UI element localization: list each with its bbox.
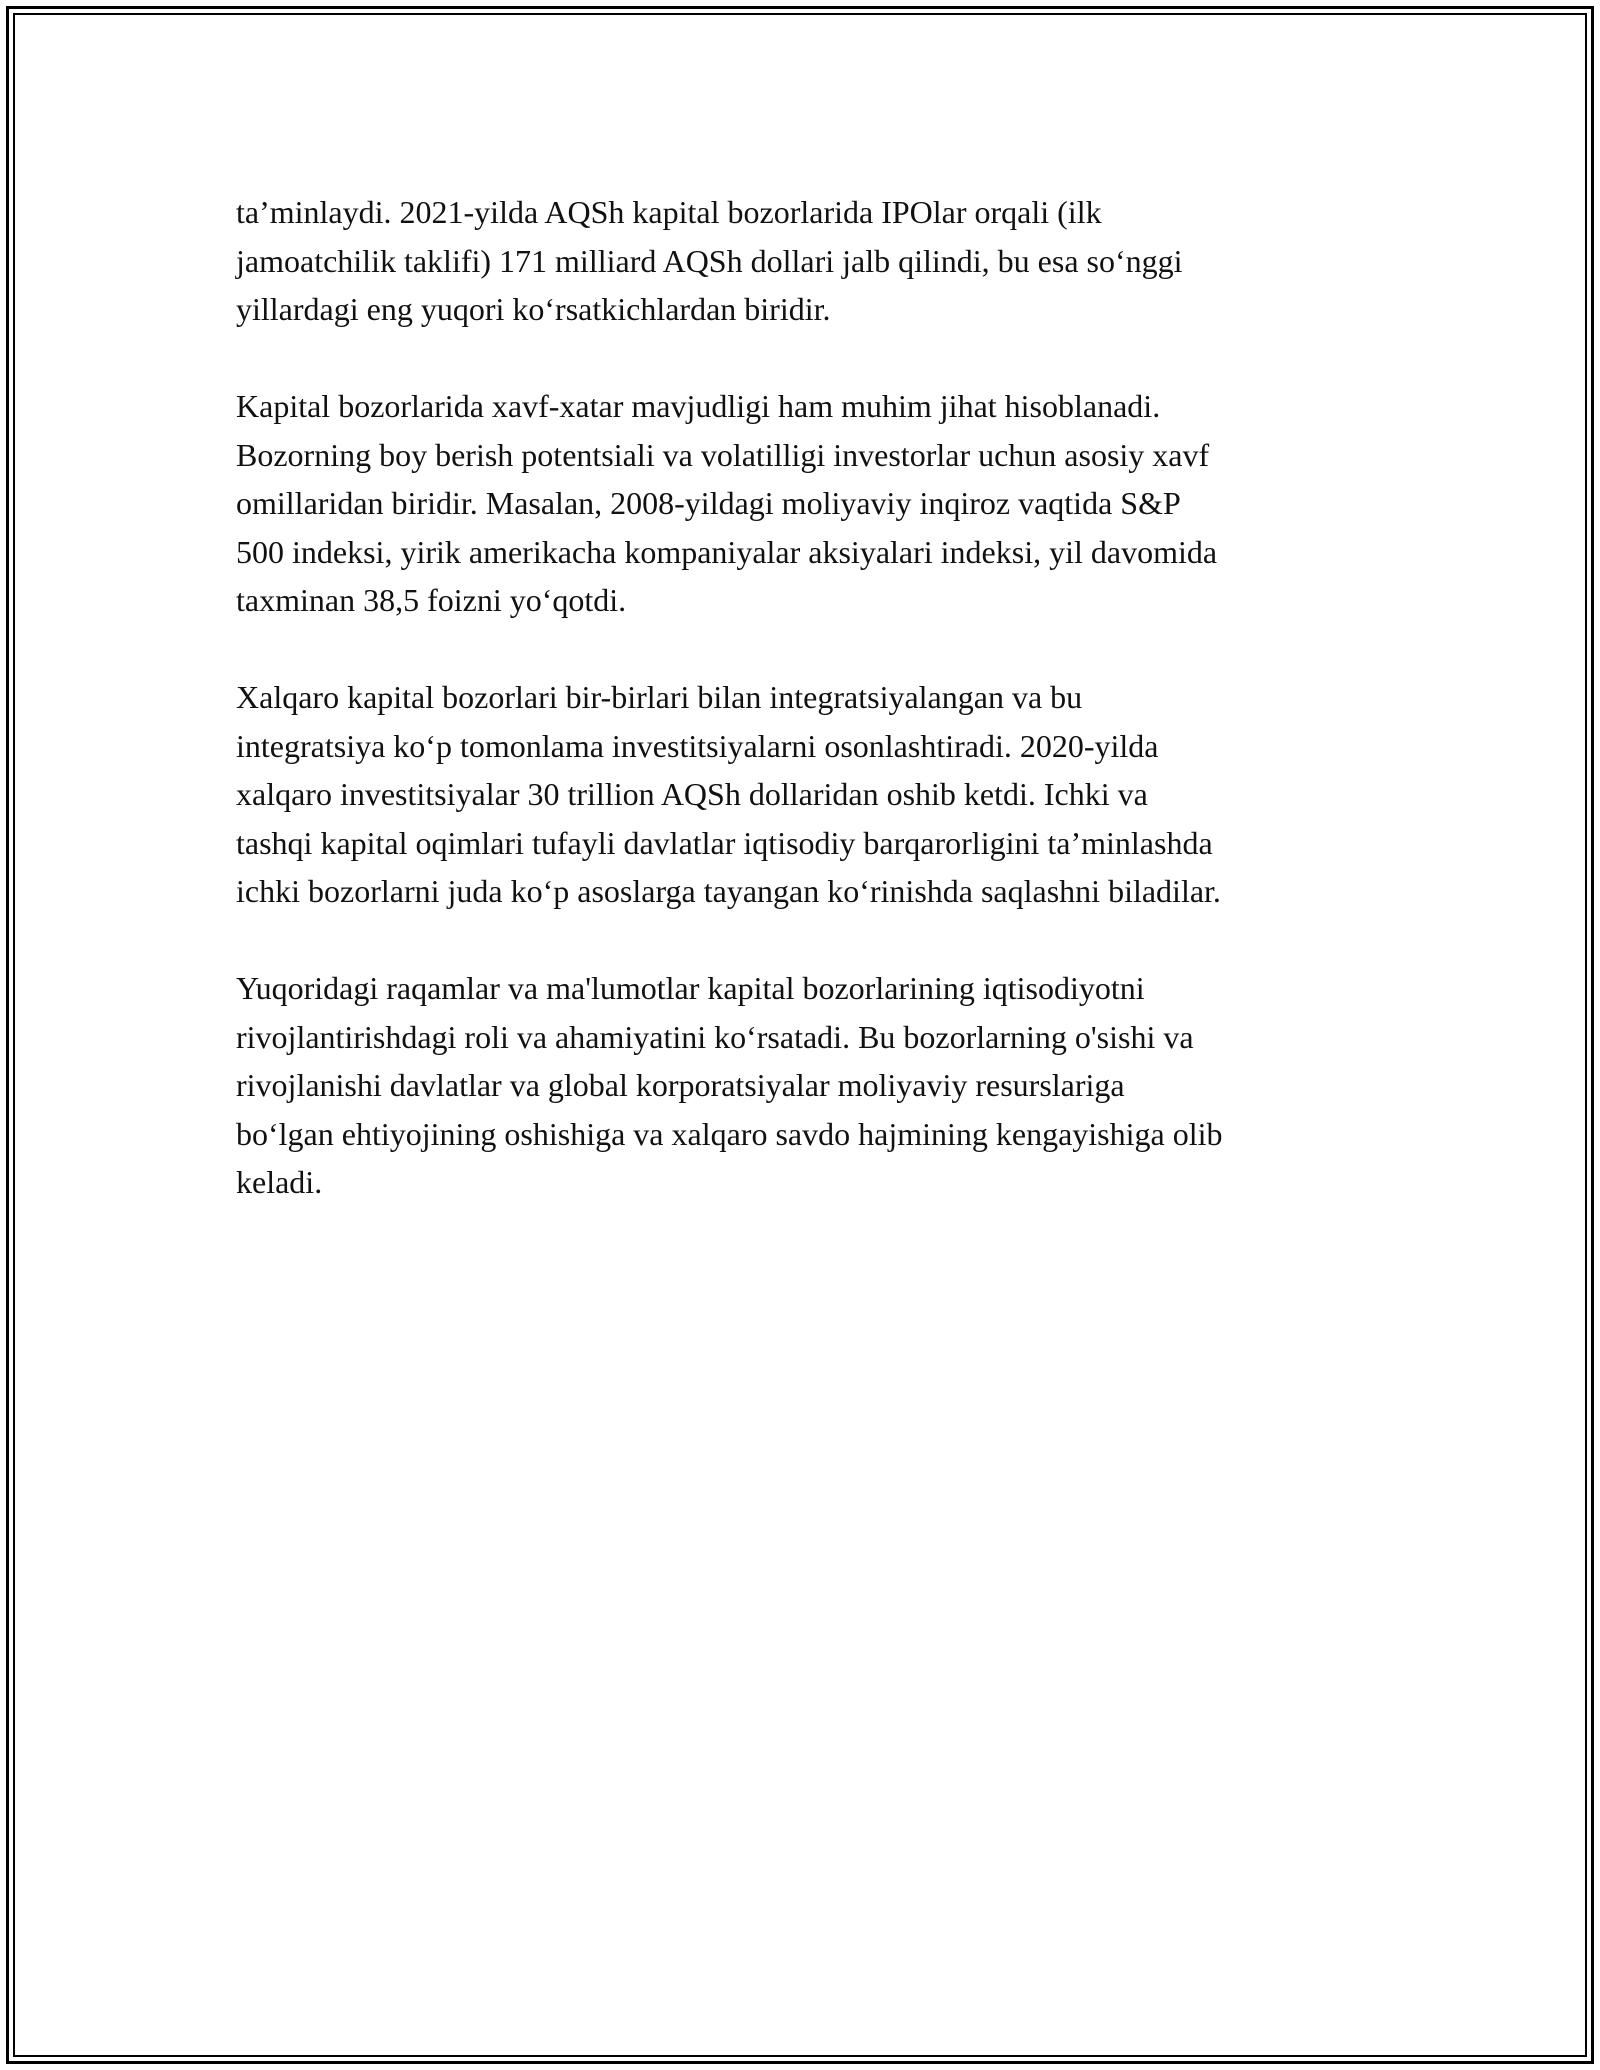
text-line: ichki bozorlarni juda ko‘p asoslarga tayangan ko‘rinishda saqlashni biladilar. xyxy=(236,873,1221,909)
text-line: omillaridan biridir. Masalan, 2008-yildagi moliyaviy inqiroz vaqtida S&P xyxy=(236,485,1181,521)
text-line: xalqaro investitsiyalar 30 trillion AQSh dollaridan oshib ketdi. Ichki va xyxy=(236,776,1148,812)
text-line: 500 indeksi, yirik amerikacha kompaniyalar aksiyalari indeksi, yil davomida xyxy=(236,533,1218,570)
text-line: Yuqoridagi raqamlar va ma'lumotlar kapital bozorlarining iqtisodiyotni xyxy=(236,970,1145,1006)
paragraph-3 xyxy=(236,673,1386,916)
text-line: jamoatchilik taklifi) 171 milliard AQSh dollari jalb qilindi, bu esa so‘nggi xyxy=(236,242,1183,279)
paragraph-1 xyxy=(236,188,1386,334)
text-line: tashqi kapital oqimlari tufayli davlatlar iqtisodiy barqarorligini ta’minlashda xyxy=(236,824,1213,861)
text-line: bo‘lgan ehtiyojining oshishiga va xalqaro savdo hajmining kengayishiga olib xyxy=(236,1115,1223,1152)
text-line: taxminan 38,5 foizni yo‘qotdi. xyxy=(236,582,627,618)
text-line: integratsiya ko‘p tomonlama investitsiyalarni osonlashtiradi. 2020-yilda xyxy=(236,727,1159,764)
paragraph-4 xyxy=(236,964,1386,1207)
text-line: Bozorning boy berish potentsiali va volatilligi investorlar uchun asosiy xavf xyxy=(236,436,1210,473)
text-line: Kapital bozorlarida xavf-xatar mavjudligi ham muhim jihat hisoblanadi. xyxy=(236,388,1161,424)
text-line: ta’minlaydi. 2021-yilda AQSh kapital bozorlarida IPOlar orqali (ilk xyxy=(236,194,1102,230)
text-line: Xalqaro kapital bozorlari bir-birlari bilan integratsiyalangan va bu xyxy=(236,679,1083,715)
text-line: keladi. xyxy=(236,1164,323,1200)
paragraph-2 xyxy=(236,382,1386,625)
document-body xyxy=(236,188,1386,1255)
text-line: rivojlantirishdagi roli va ahamiyatini ko‘rsatadi. Bu bozorlarning o'sishi va xyxy=(236,1018,1194,1055)
text-line: rivojlanishi davlatlar va global korporatsiyalar moliyaviy resurslariga xyxy=(236,1067,1125,1103)
text-line: yillardagi eng yuqori ko‘rsatkichlardan biridir. xyxy=(236,291,831,327)
